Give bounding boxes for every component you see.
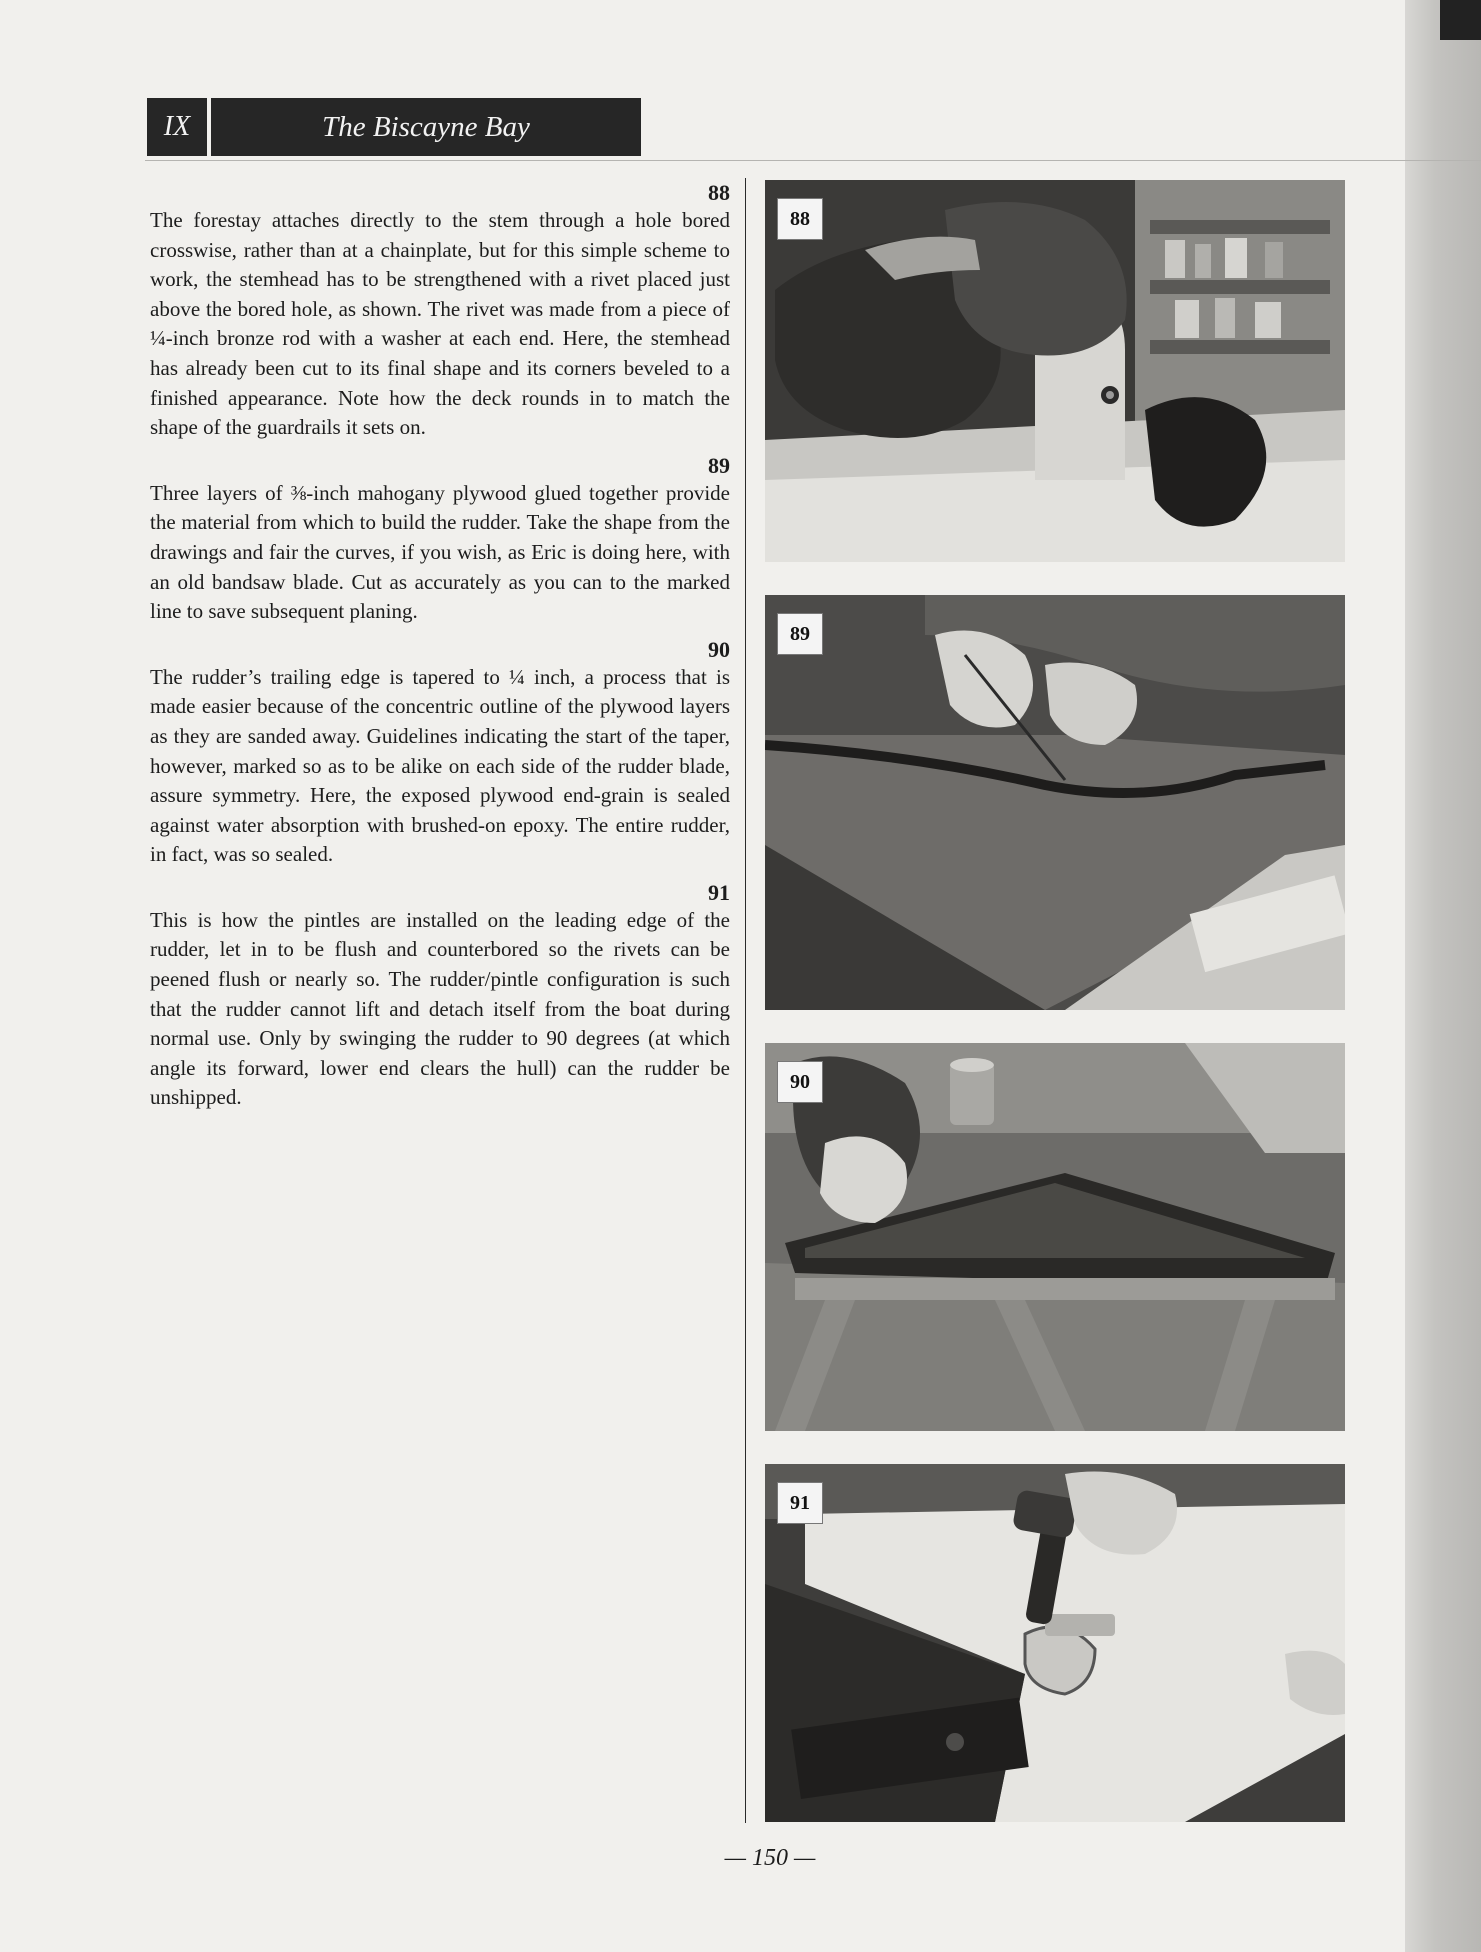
running-title: The Biscayne Bay: [211, 98, 641, 156]
caption-number: 91: [708, 879, 730, 905]
caption-section-89: [150, 453, 730, 627]
facing-page-edge: [1405, 0, 1481, 1952]
caption-section-88: [150, 180, 730, 443]
caption-number: 90: [708, 636, 730, 662]
photo-91-image: [765, 1464, 1345, 1822]
photo-label: 90: [777, 1061, 823, 1103]
caption-text: Three layers of ⅜-inch mahogany plywood glued together provide the material from which to build the rudder. Take the shape from the drawings and fair the curves, if you wish, as Eric is doing here, with an old bandsaw blade. Cut as accurately as you can to the marked line to save subsequent planing.: [150, 480, 730, 624]
photo-91: [765, 1464, 1345, 1822]
column-divider: [745, 178, 746, 1823]
photo-89-image: [765, 595, 1345, 1010]
chapter-number: IX: [147, 98, 207, 156]
photo-90-image: [765, 1043, 1345, 1431]
photo-label: 91: [777, 1482, 823, 1524]
caption-number: 89: [708, 452, 730, 478]
caption-text: The forestay attaches directly to the stem through a hole bored crosswise, rather than at a chainplate, but for this simple scheme to work, the stemhead has to be strengthened with a rivet placed just above the bored hole, as shown. The rivet was made from a piece of ¼-inch bronze rod with a washer at each end. Here, the stemhead has already been cut to its final shape and its corners beveled to a finished appearance. Note how the deck rounds in to match the shape of the guardrails it sets on.: [150, 208, 730, 440]
photo-label: 89: [777, 613, 823, 655]
photo-90: [765, 1043, 1345, 1431]
caption-text: The rudder’s trailing edge is tapered to ¼ inch, a process that is made easier because of the concentric outline of the plywood layers as they are sanded away. Guidelines indicating the start of the taper, however, marked so as to be alike on each side of the rudder blade, assure symmetry. Here, the exposed plywood end-grain is sealed against water absorption with brushed-on epoxy. The entire rudder, in fact, was so sealed.: [150, 664, 730, 867]
header-rule: [145, 160, 1481, 161]
photo-88-image: [765, 180, 1345, 562]
caption-section-90: [150, 637, 730, 870]
photo-89: [765, 595, 1345, 1010]
caption-number: 88: [708, 180, 730, 205]
text-column: [150, 180, 730, 1123]
caption-text: This is how the pintles are installed on the leading edge of the rudder, let in to be flush and counterbored so the rivets can be peened flush or nearly so. The rudder/pintle configuration is such that the rudder cannot lift and detach itself from the boat during normal use. Only by swinging the rudder to 90 degrees (at which angle its forward, lower end clears the hull) can the rudder be unshipped.: [150, 907, 730, 1110]
binding-shadow: [1440, 0, 1481, 40]
photo-label: 88: [777, 198, 823, 240]
photo-88: [765, 180, 1345, 562]
caption-section-91: [150, 880, 730, 1113]
page-number: — 150 —: [724, 1845, 816, 1871]
